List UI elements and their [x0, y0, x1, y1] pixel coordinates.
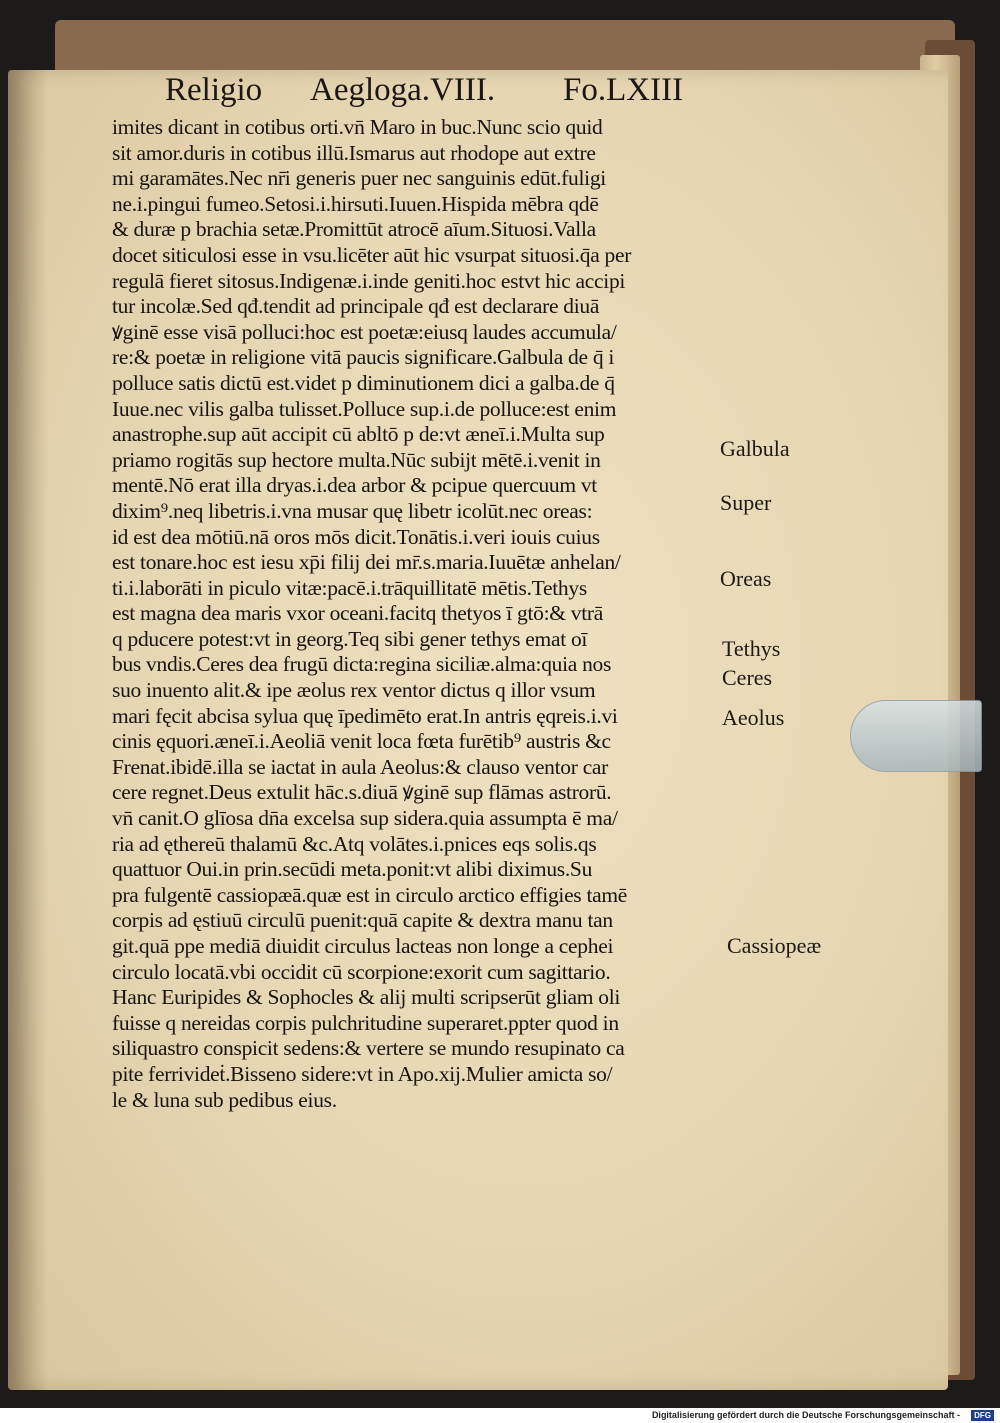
footer-bar: [0, 1408, 1000, 1423]
text-line: q pducere potest:vt in georg.Teq sibi gener tethys emat oī: [112, 626, 588, 651]
margin-note: Galbula: [720, 436, 790, 461]
margin-note: Aeolus: [722, 705, 785, 730]
text-line: sit amor.duris in cotibus illū.Ismarus aut rhodope aut extre: [112, 140, 596, 165]
text-line: cinis ęquori.æneī.i.Aeoliā venit loca fœta furētib⁹ austris &c: [112, 729, 611, 754]
text-line: ti.i.laborāti in piculo vitæ:pacē.i.trāquillitatē mētis.Tethys: [112, 575, 587, 600]
text-line: Frenat.ibidē.illa se iactat in aula Aeolus:& clauso ventor car: [112, 754, 609, 779]
text-line: & duræ p brachia setæ.Promittūt atrocē aīum.Situosi.Valla: [112, 217, 596, 242]
margin-note: Cassiopeæ: [727, 933, 822, 958]
text-line: anastrophe.sup aūt accipit cū abltō p de:vt æneī.i.Multa sup: [112, 422, 605, 447]
text-line: Hanc Euripides & Sophocles & alij multi scripserūt gliam oli: [112, 985, 621, 1010]
text-line: re:& poetæ in religione vitā paucis significare.Galbula de q̄ i: [112, 345, 615, 370]
margin-note: Super: [720, 490, 772, 515]
text-line: corpis ad ęstiuū circulū puenit:quā capite & dextra manu tan: [112, 908, 613, 933]
text-line: mari fęcit abcisa sylua quę īpedimēto erat.In antris ęqreis.i.vi: [112, 703, 618, 728]
text-line: circulo locatā.vbi occidit cū scorpione:exorit cum sagittario.: [112, 959, 611, 984]
text-line: tur incolæ.Sed qđ.tendit ad principale qđ est declarare diuā: [112, 294, 600, 319]
gutter-shadow: [8, 70, 48, 1390]
text-line: est magna dea maris vxor oceani.facitq thetyos ī gtō:& vtrā: [112, 601, 603, 626]
text-line: mentē.Nō erat illa dryas.i.dea arbor & pcipue quercuum vt: [112, 473, 597, 498]
bookmark-clip: [850, 700, 982, 772]
text-line: fuisse q nereidas corpis pulchritudine superaret.ppter quod in: [112, 1010, 619, 1035]
dfg-logo: DFG: [971, 1410, 994, 1421]
text-line: siliquastro conspicit sedens:& vertere se mundo resupinato ca: [112, 1036, 625, 1061]
text-line: quattuor Oui.in prin.secūdi meta.ponit:vt alibi diximus.Su: [112, 857, 593, 882]
text-line: ꝟginē esse visā polluci:hoc est poetæ:eiusq laudes accumula/: [112, 319, 617, 344]
text-line: ne.i.pingui fumeo.Setosi.i.hirsuti.Iuuen.Hispida mēbra qdē: [112, 191, 599, 216]
text-line: dixim⁹.neq libetris.i.vna musar quę libetr icolūt.nec oreas:: [112, 498, 593, 523]
text-line: id est dea mōtiū.nā oros mōs dicit.Tonātis.i.veri iouis cuius: [112, 524, 600, 549]
text-line: docet siticulosi esse in vsu.licēter aūt hic vsurpat situosi.q̄a per: [112, 242, 632, 267]
text-line: polluce satis dictū est.videt p diminutionem dici a galba.de q̄: [112, 370, 615, 395]
text-line: est tonare.hoc est iesu xp̄i filij dei mr̄.s.maria.Iuuētæ anhelan/: [112, 550, 621, 575]
text-line: priamo rogitās sup hectore multa.Nūc subijt mētē.i.venit in: [112, 447, 601, 472]
text-line: git.quā ppe mediā diuidit circulus lacteas non longe a cephei: [112, 934, 614, 958]
text-line: imites dicant in cotibus orti.vn̄ Maro in buc.Nunc scio quid: [112, 115, 603, 139]
text-line: bus vndis.Ceres dea frugū dicta:regina siciliæ.alma:quia nos: [112, 652, 612, 677]
text-line: mi garamātes.Nec nr̄i generis puer nec sanguinis edūt.fuligi: [112, 166, 606, 191]
folio-number: Fo.LXIII: [563, 72, 684, 108]
header-left: Religio: [165, 72, 263, 108]
margin-note: Tethys: [722, 636, 781, 661]
running-header: [165, 72, 705, 112]
text-line: pra fulgentē cassiopæā.quæ est in circulo arctico effigies tamē: [112, 882, 628, 907]
funding-credit: Digitalisierung gefördert durch die Deutsche Forschungsgemeinschaft -: [651, 1410, 960, 1420]
text-block: [112, 115, 712, 1113]
margin-note: Ceres: [722, 665, 773, 690]
text-line: regulā fieret sitosus.Indigenæ.i.inde geniti.hoc estvt hic accipi: [112, 268, 626, 293]
text-line: le & luna sub pedibus eius.: [112, 1087, 337, 1112]
text-line: suo inuento alit.& ipe æolus rex ventor dictus q illor vsum: [112, 678, 596, 703]
text-line: Iuue.nec vilis galba tulisset.Polluce sup.i.de polluce:est enim: [112, 396, 617, 421]
text-line: ria ad ęthereū thalamū &c.Atq volātes.i.pnices eqs solis.qs: [112, 831, 597, 856]
header-center: Aegloga.VIII.: [310, 72, 496, 108]
text-line: cere regnet.Deus extulit hāc.s.diuā ꝟginē sup flāmas astrorū.: [112, 780, 612, 805]
margin-note: Oreas: [720, 566, 772, 591]
text-line: pite ferrivideṫ.Bisseno sidere:vt in Apo.xij.Mulier amicta so/: [112, 1061, 613, 1086]
text-line: vn̄ canit.O glīosa dn̄a excelsa sup sidera.quia assumpta ē ma/: [112, 806, 618, 831]
